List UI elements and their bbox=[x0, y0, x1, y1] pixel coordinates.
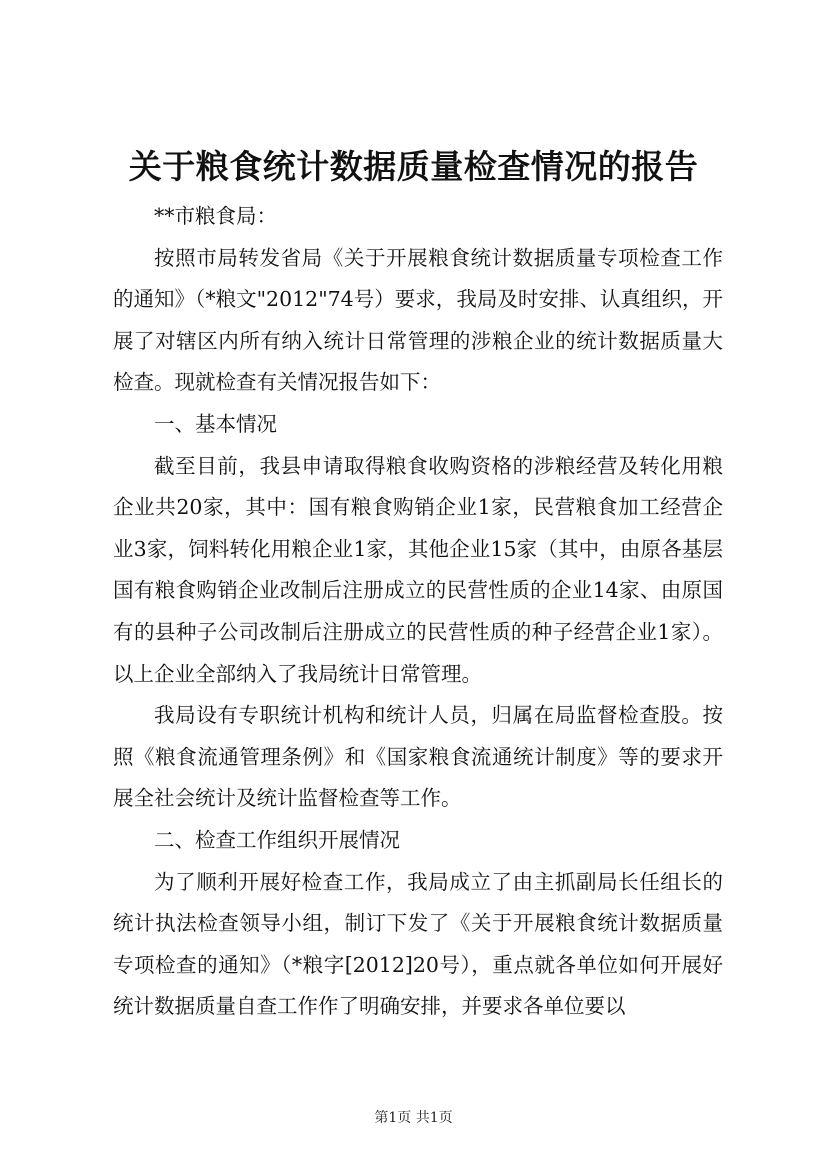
paragraph-intro: 按照市局转发省局《关于开展粮食统计数据质量专项检查工作的通知》（*粮文"2012"74号）要求，我局及时安排、认真组织，开展了对辖区内所有纳入统计日常管理的涉粮企业的统计数据质量大检查。现就检查有关情况报告如下： bbox=[113, 245, 723, 395]
salutation: **市粮食局： bbox=[154, 204, 277, 228]
paragraph-basic-situation: 截至目前，我县申请取得粮食收购资格的涉粮经营及转化用粮企业共20家，其中：国有粮食购销企业1家，民营粮食加工经营企业3家，饲料转化用粮企业1家，其他企业15家（其中，由原各基层国有粮食购销企业改制后注册成立的民营性质的企业14家、由原国有的县种子公司改制后注册成立的民营性质的种子经营企业1家）。以上企业全部纳入了我局统计日常管理。 bbox=[113, 453, 723, 686]
section-heading-basic: 一、基本情况 bbox=[154, 411, 277, 436]
page-footer: 第1页 共1页 bbox=[374, 1110, 453, 1126]
paragraph-organization: 为了顺利开展好检查工作，我局成立了由主抓副局长任组长的统计执法检查领导小组，制订下发了《关于开展粮食统计数据质量专项检查的通知》（*粮字[2012]20号），重点就各单位如何开展好统计数据质量自查工作作了明确安排，并要求各单位要以 bbox=[113, 869, 723, 1019]
document-body bbox=[113, 196, 723, 1028]
section-heading-organization: 二、检查工作组织开展情况 bbox=[154, 827, 400, 852]
paragraph-statistics-staff: 我局设有专职统计机构和统计人员，归属在局监督检查股。按照《粮食流通管理条例》和《国家粮食流通统计制度》等的要求开展全社会统计及统计监督检查等工作。 bbox=[113, 703, 723, 811]
document-title: 关于粮食统计数据质量检查情况的报告 bbox=[128, 147, 699, 186]
